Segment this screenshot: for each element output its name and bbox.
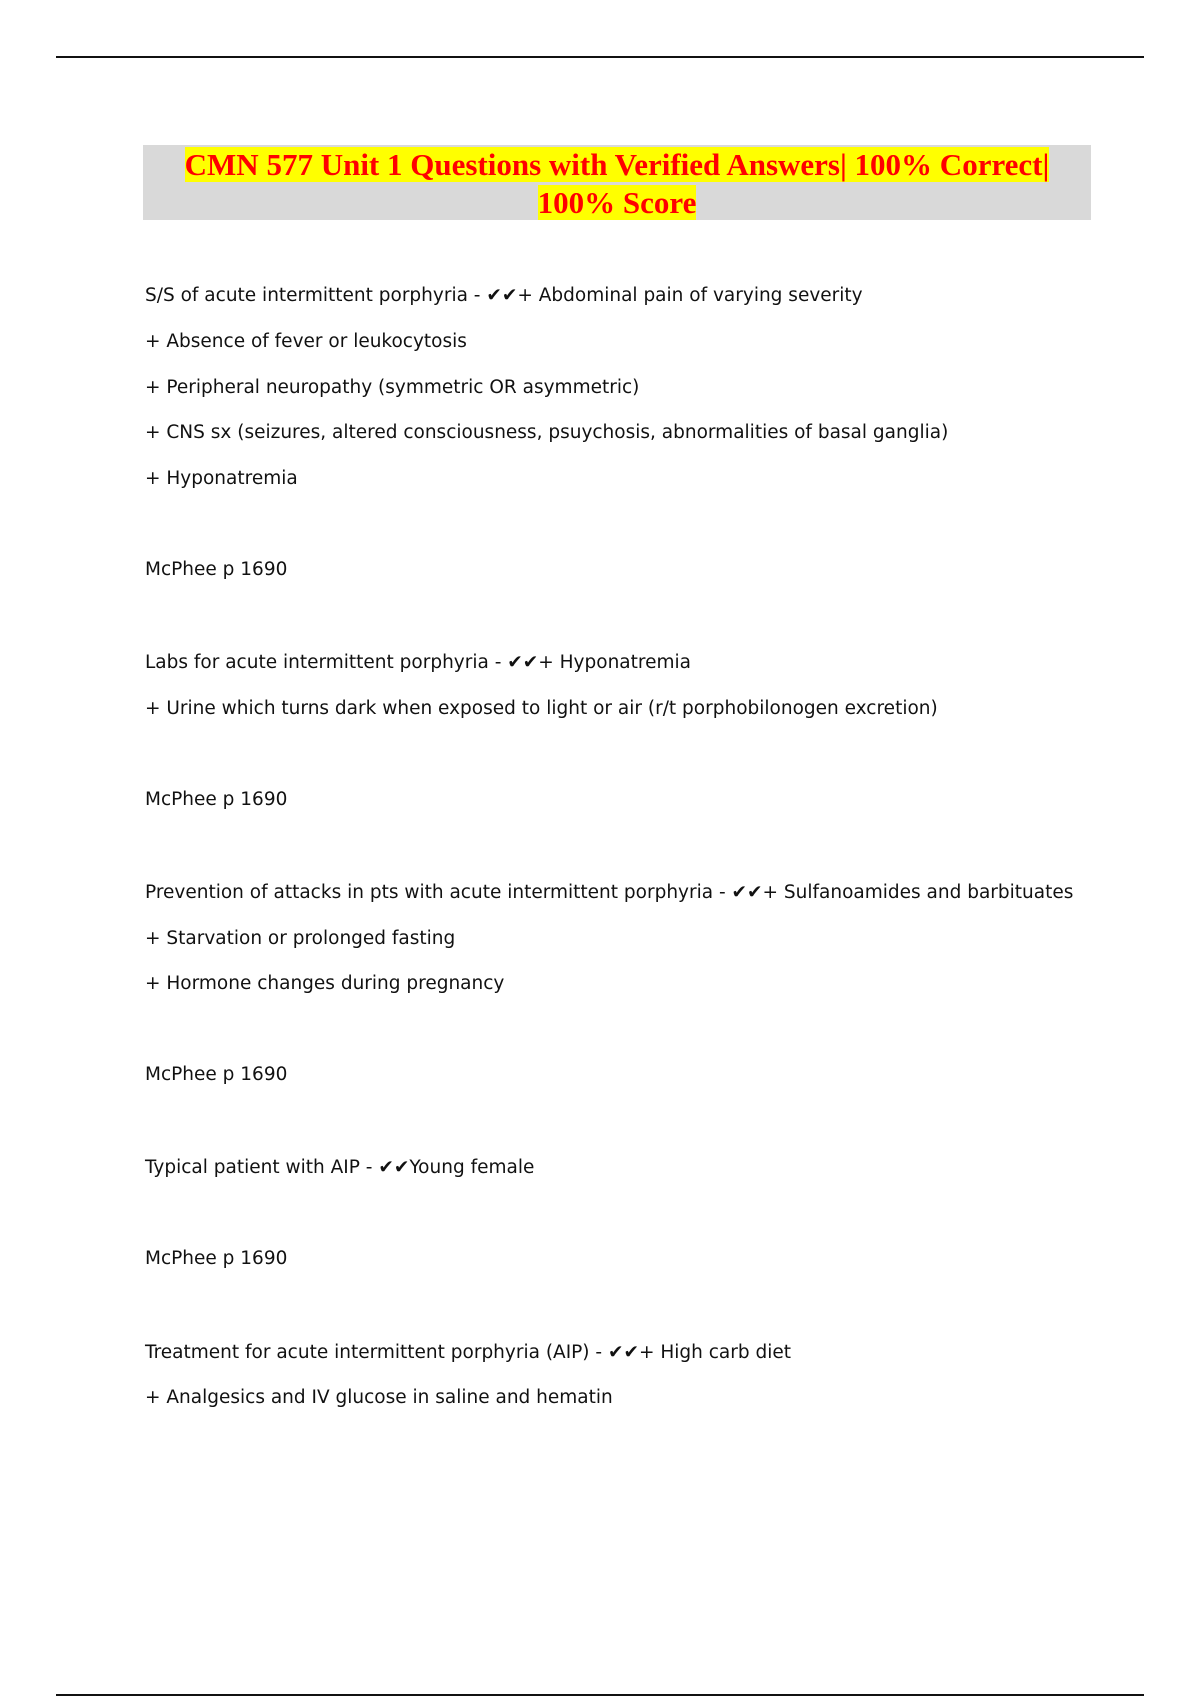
card-4-reference: McPhee p 1690 <box>145 1248 288 1269</box>
card-2-question: Labs for acute intermittent porphyria - ✔✔+ Hyponatremia <box>145 652 691 673</box>
card-5-question: Treatment for acute intermittent porphyria (AIP) - ✔✔+ High carb diet <box>145 1342 792 1363</box>
card-3-reference: McPhee p 1690 <box>145 1064 288 1085</box>
card-1-question: S/S of acute intermittent porphyria - ✔✔+ Abdominal pain of varying severity <box>145 285 863 306</box>
card-1-answer-line: + Absence of fever or leukocytosis <box>145 331 467 352</box>
card-2-reference: McPhee p 1690 <box>145 789 288 810</box>
bottom-rule <box>56 1694 1144 1696</box>
card-4-question: Typical patient with AIP - ✔✔Young female <box>145 1157 535 1178</box>
card-1-answer-line: + Peripheral neuropathy (symmetric OR asymmetric) <box>145 377 640 398</box>
document-title <box>143 145 1091 220</box>
title-line-2: 100% Score <box>537 185 697 220</box>
card-1-answer-line: + CNS sx (seizures, altered consciousness, psuychosis, abnormalities of basal ganglia) <box>145 422 949 443</box>
card-3-question: Prevention of attacks in pts with acute intermittent porphyria - ✔✔+ Sulfanoamides and barbituates <box>145 882 1074 903</box>
card-1-reference: McPhee p 1690 <box>145 559 288 580</box>
title-line-1: CMN 577 Unit 1 Questions with Verified Answers| 100% Correct| <box>184 147 1050 182</box>
top-rule <box>56 56 1144 58</box>
card-1-answer-line: + Hyponatremia <box>145 468 298 489</box>
card-5-answer-line: + Analgesics and IV glucose in saline and hematin <box>145 1387 613 1408</box>
card-3-answer-line: + Hormone changes during pregnancy <box>145 973 505 994</box>
card-3-answer-line: + Starvation or prolonged fasting <box>145 928 456 949</box>
card-2-answer-line: + Urine which turns dark when exposed to light or air (r/t porphobilonogen excretion) <box>145 698 938 719</box>
